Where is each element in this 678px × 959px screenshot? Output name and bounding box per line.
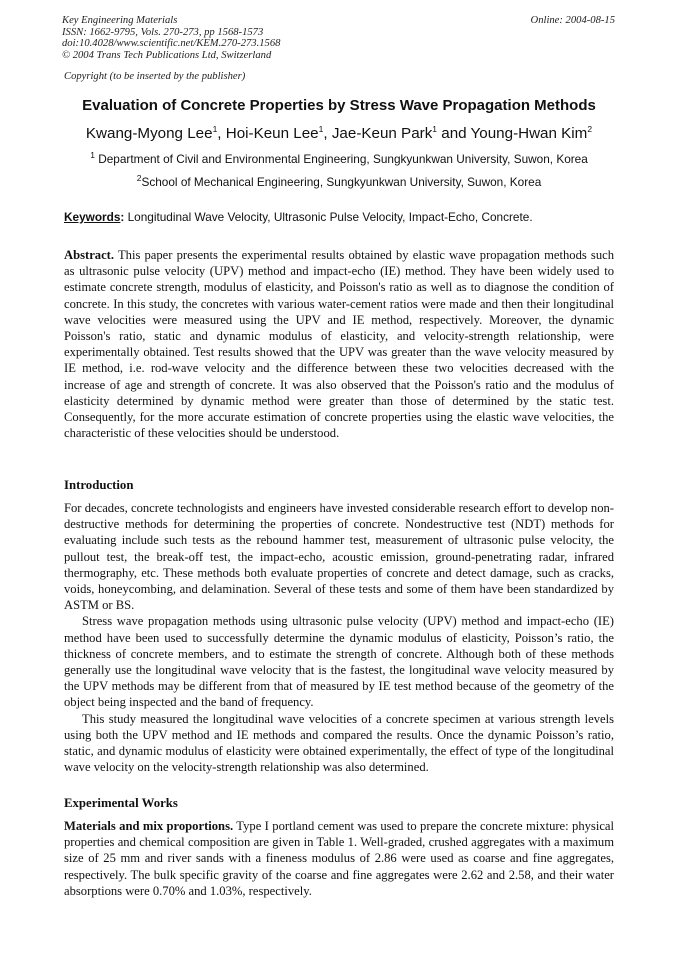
materials-paragraph (64, 818, 614, 899)
author-affiliation-mark: 1 (318, 123, 324, 134)
author-separator: and (437, 125, 471, 142)
journal-header (62, 15, 280, 61)
online-date: Online: 2004-08-15 (530, 15, 615, 26)
experimental-heading: Experimental Works (64, 796, 178, 810)
publisher-line: © 2004 Trans Tech Publications Ltd, Switzerland (62, 49, 272, 61)
introduction-section (64, 500, 614, 775)
affiliation-text: Department of Civil and Environmental Engineering, Sungkyunkwan University, Suwon, Korea (98, 152, 588, 166)
copyright-line: Copyright (to be inserted by the publisher) (64, 71, 246, 82)
keywords-text: Longitudinal Wave Velocity, Ultrasonic Pulse Velocity, Impact-Echo, Concrete. (127, 210, 533, 224)
keywords-colon: : (120, 210, 125, 224)
author-affiliation-mark: 1 (432, 123, 438, 134)
materials-text: Type I portland cement was used to prepare the concrete mixture: physical properties and chemical composition are given in Table 1. Well-graded, crushed aggregates with a maximum size of 25 mm and river sands with a fineness modulus of 2.86 were used as coarse and fine aggregates, respectively. The bulk specific gravity of the coarse and fine aggregates were 2.62 and 2.58, and their water absorptions were 0.70% and 1.03%, respectively. (64, 819, 615, 898)
author-name: Hoi-Keun Lee (225, 125, 319, 142)
author-name: Kwang-Myong Lee (85, 125, 213, 142)
keywords-label: Keywords (64, 210, 121, 224)
intro-paragraph-3: This study measured the longitudinal wave velocities of a concrete specimen at various strength levels using both the UPV method and IE methods and compared the results. Once the dynamic Poisson’s ratio, static, and dynamic modulus of elasticity were obtained experimentally, the effect of type of the longitudinal wave velocity on the velocity-strength relationship was also determined. (64, 711, 614, 775)
abstract-paragraph (64, 247, 614, 441)
author-separator: , (323, 125, 332, 142)
author-name: Jae-Keun Park (331, 125, 433, 142)
author-name: Young-Hwan Kim (470, 125, 588, 142)
issn-line: ISSN: 1662-9795, Vols. 270-273, pp 1568-1573 (62, 26, 264, 38)
affiliation-mark: 2 (136, 173, 142, 184)
doi-line: doi:10.4028/www.scientific.net/KEM.270-273.1568 (62, 38, 281, 50)
abstract-label: Abstract. (64, 248, 115, 262)
intro-paragraph-1: For decades, concrete technologists and engineers have invested considerable research effort to develop non-destructive methods for determining the properties of concrete. Nondestructive test (NDT) methods for evaluating include such tests as the rebound hammer test, measurement of ultrasonic pulse velocity, the pullout test, the break-off test, the impact-echo, acoustic emission, ground-penetrating radar, infrared thermography, etc. These methods both evaluate properties of concrete and detect damage, such as cracks, voids, honeycombing, and delamination. Several of these tests and some of them have been standardized by ASTM or BS. (64, 501, 614, 613)
author-affiliation-mark: 1 (212, 123, 218, 134)
paper-title: Evaluation of Concrete Properties by Stress Wave Propagation Methods (82, 97, 596, 114)
intro-paragraph-2: Stress wave propagation methods using ultrasonic pulse velocity (UPV) method and impact-echo (IE) method have been used to successfully determine the dynamic modulus of elasticity, Poisson’s ratio, the thickness of concrete members, and to estimate the strength of concrete. Although both of these methods generally use the longitudinal wave velocity that is the fastest, the longitudinal wave velocity measured by the UPV methods may be different from that of measured by IE test method because of the geometry of the object being inspected and the band of frequency. (64, 614, 614, 710)
abstract-section (64, 247, 614, 441)
introduction-heading: Introduction (64, 478, 134, 492)
keywords-line (64, 210, 533, 224)
affiliation-mark: 1 (90, 150, 95, 161)
author-separator: , (217, 125, 226, 142)
experimental-section (64, 818, 614, 899)
affiliation-2 (0, 175, 678, 189)
journal-name: Key Engineering Materials (62, 15, 178, 26)
author-affiliation-mark: 2 (587, 123, 593, 134)
affiliation-1 (0, 152, 678, 166)
author-list (0, 125, 678, 142)
abstract-text: This paper presents the experimental results obtained by elastic wave propagation methods such as ultrasonic pulse velocity (UPV) method and impact-echo (IE) method. They have been widely used to estimate concrete strength, modulus of elasticity, and Poisson's ratio as well as to diagnose the condition of concrete. In this study, the concretes with various water-cement ratios were made and then their longitudinal wave velocities were measured using the UPV and IE method, respectively. Moreover, the dynamic Poisson's ratio, static and dynamic modulus of elasticity, and velocity-strength relationship, were experimentally obtained. Test results showed that the UPV was greater than the wave velocity measured by IE method, i.e. rod-wave velocity and the difference between these two velocities decreased with the increase of age and strength of concrete. It was also observed that the Poisson's ratio and the modulus of elasticity determined by dynamic method were greater than those of determined by the static test. Consequently, for the more accurate estimation of concrete properties using the elastic wave velocities, the characteristic of these velocities should be understood. (64, 248, 614, 441)
affiliation-text: School of Mechanical Engineering, Sungkyunkwan University, Suwon, Korea (141, 175, 542, 189)
materials-label: Materials and mix proportions. (64, 819, 234, 833)
